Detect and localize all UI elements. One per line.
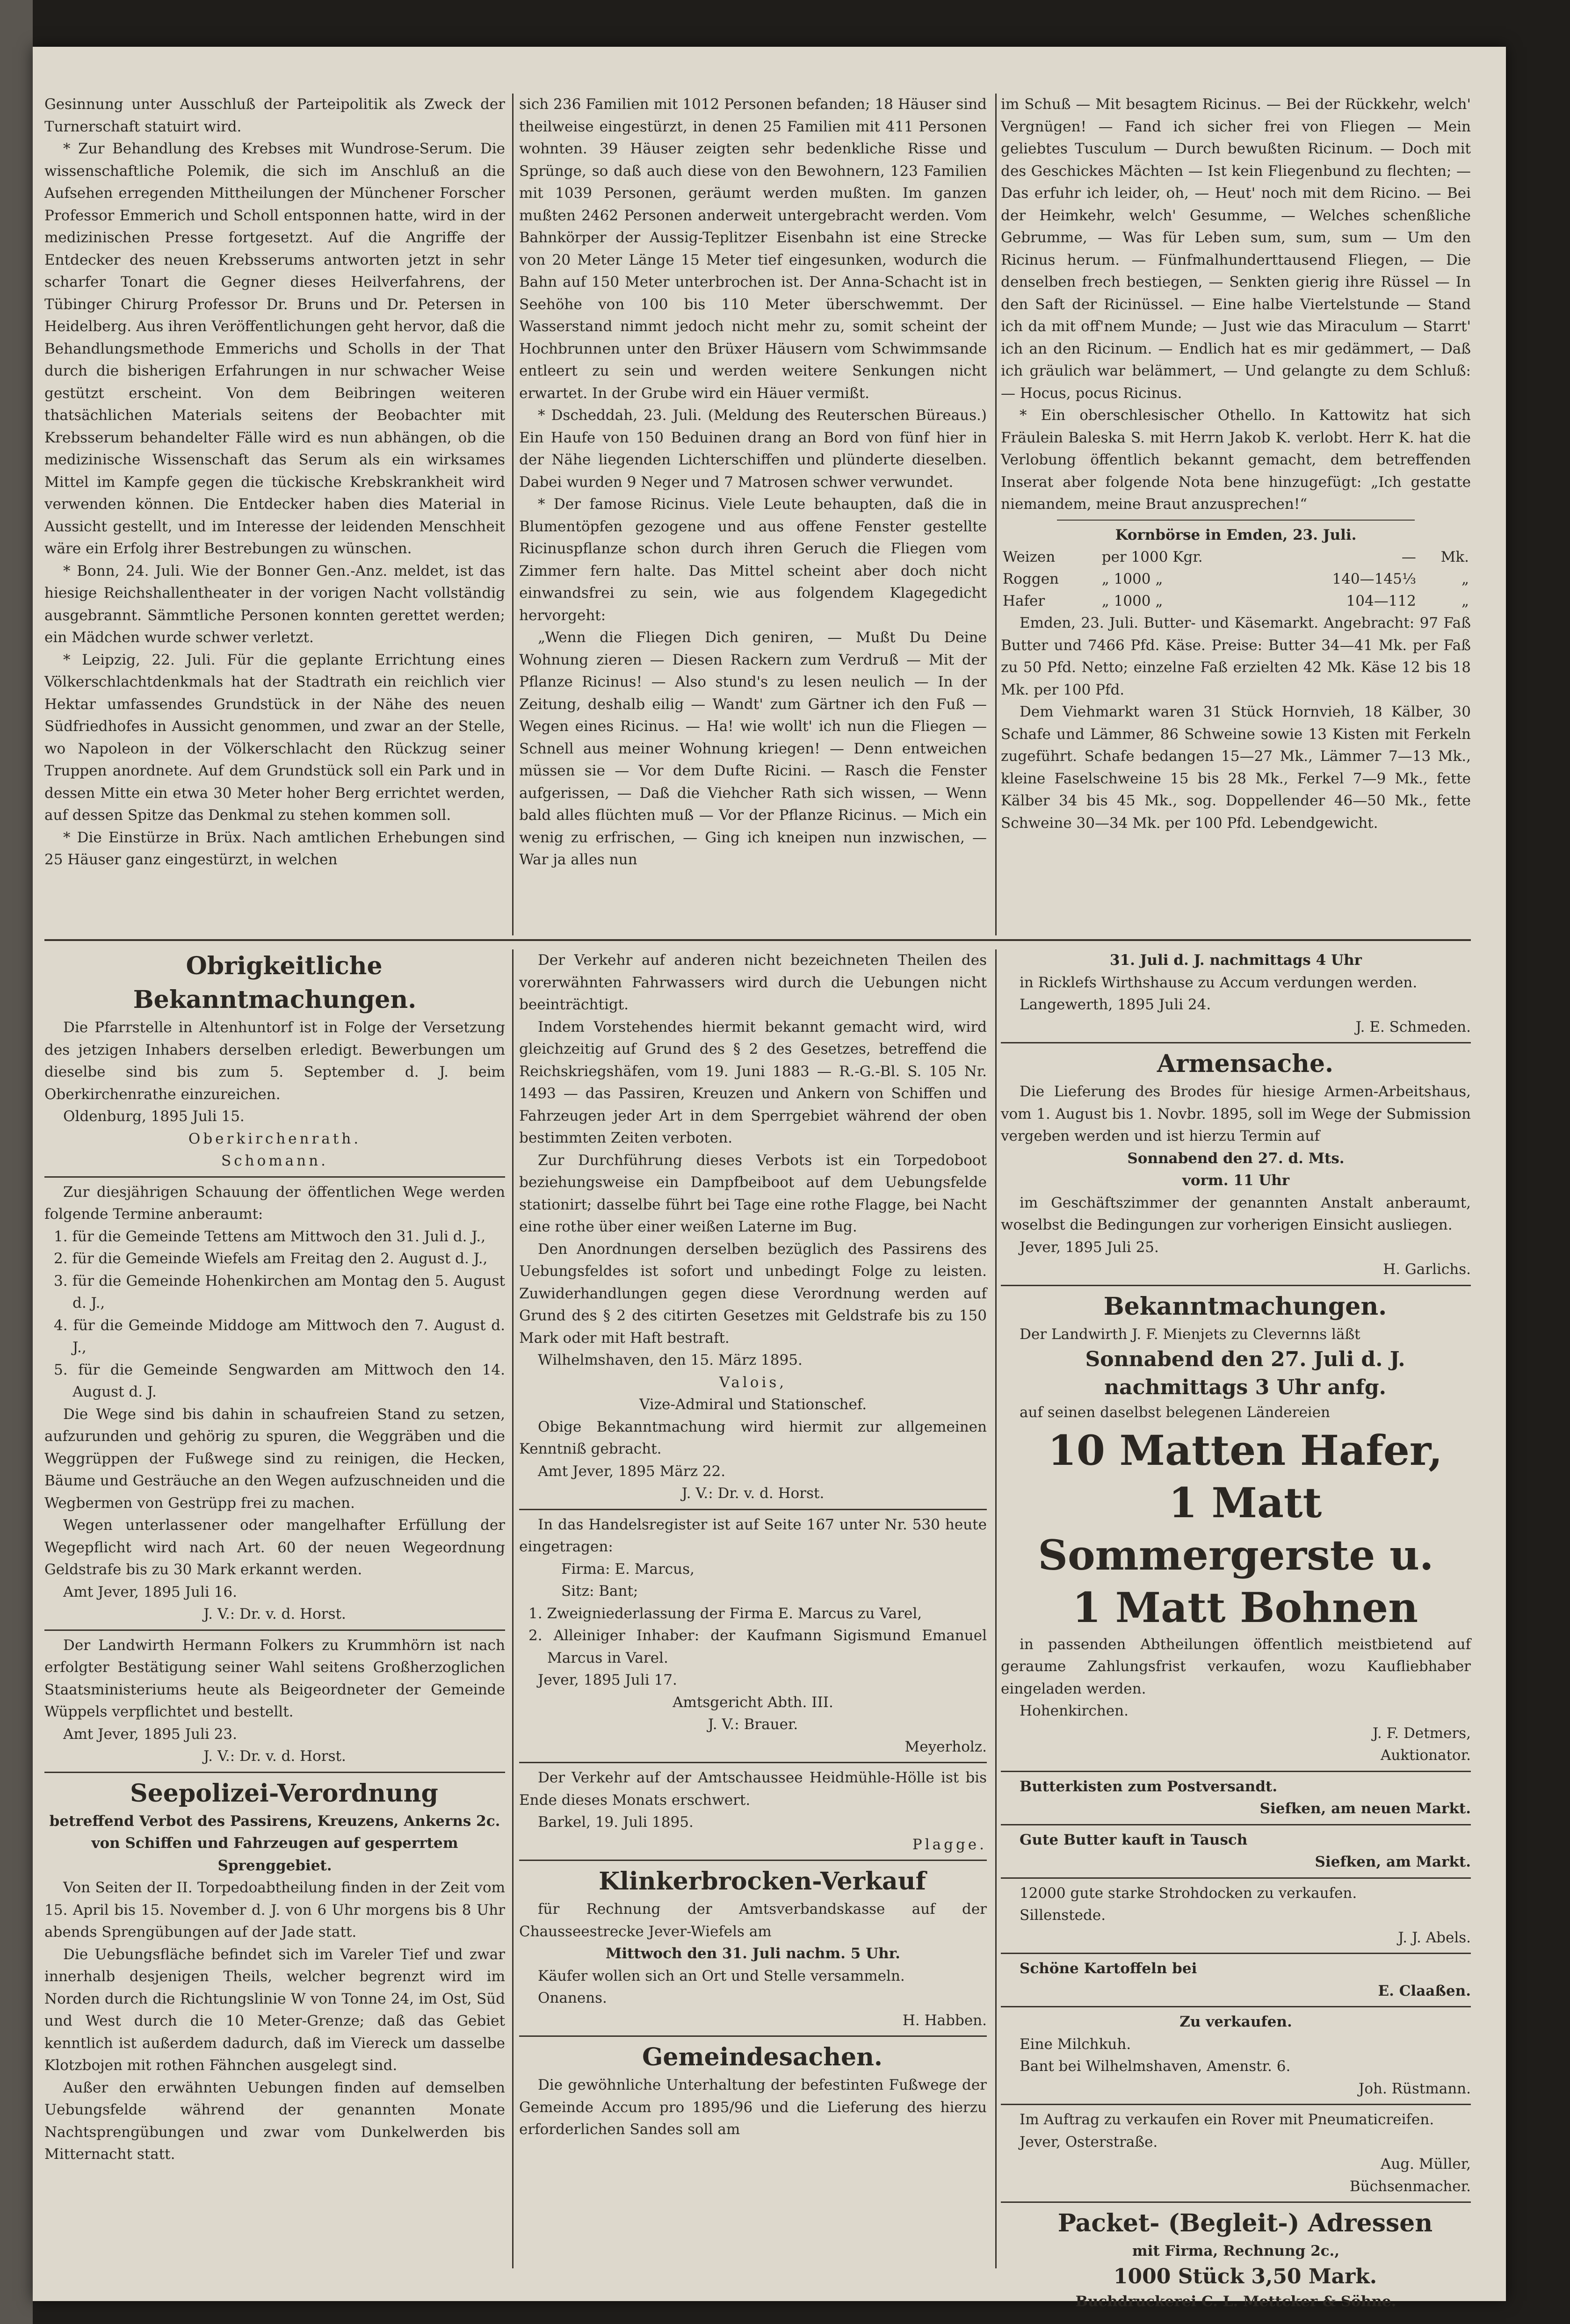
roads-signature: J. V.: Dr. v. d. Horst. (203, 1606, 346, 1622)
amt-notice-date: Amt Jever, 1895 März 22. (538, 1462, 726, 1480)
klinker-text: für Rechnung der Amtsverbandskasse auf der Chausseestrecke Jever-Wiefels am (519, 1901, 987, 1940)
municipal-text: Die gewöhnliche Unterhaltung der befestinten Fußwege der Gemeinde Accum pro 1895/96 und die Lieferung des hierzu erforderlichen Sandes soll am (519, 2077, 987, 2138)
accum-text: in Ricklefs Wirthshause zu Accum verdungen werden. (1020, 974, 1418, 991)
roads-list-item: 5. für die Gemeinde Sengwarden am Mittwoch den 14. August d. J. (54, 1361, 505, 1400)
sea-police-p3: Außer den erwähnten Uebungen finden auf demselben Uebungsfelde während der genannten Monate Nachtsprengübungen und zwar vom Dunkelwerden bis Mitternacht statt. (44, 2079, 505, 2163)
sea-police-signature: Valois, (719, 1374, 787, 1391)
cow-ad-signature: Joh. Rüstmann. (1358, 2080, 1471, 2097)
straw-ad: 12000 gute starke Strohdocken zu verkaufen. (1020, 1884, 1357, 1902)
official-notices-heading: Obrigkeitliche Bekanntmachungen. (133, 952, 417, 1014)
register-firm: Firma: E. Marcus, (561, 1560, 695, 1578)
auction-time: nachmittags 3 Uhr anfg. (1104, 1376, 1386, 1399)
auction-date: Sonnabend den 27. Juli d. J. (1085, 1347, 1405, 1371)
pfarr-signature-name: Schomann. (221, 1152, 328, 1169)
bottom-column-c (1001, 949, 1471, 2310)
column-divider (995, 94, 997, 935)
divider (1057, 520, 1415, 521)
divider (519, 1509, 987, 1510)
klinker-date: Mittwoch den 31. Juli nachm. 5 Uhr. (606, 1945, 900, 1962)
top-column-1 (44, 94, 505, 935)
article-paragraph: * Bonn, 24. Juli. Wie der Bonner Gen.-Anz. meldet, ist das hiesige Reichshallentheater in der vorigen Nacht vollständig ausgebrannt. Sämmtliche Personen konnten gerettet werden; ein Mädchen wurde schwer verletzt. (44, 562, 505, 646)
roads-date: Amt Jever, 1895 Juli 16. (63, 1583, 237, 1600)
auction-text-2: auf seinen daselbst belegenen Ländereien (1020, 1404, 1331, 1421)
market-cell-unit: „ 1000 „ (1101, 571, 1163, 587)
butter-boxes-signature: Siefken, am neuen Markt. (1259, 1800, 1471, 1817)
market-cell-price: — (1401, 549, 1416, 565)
column-divider (995, 949, 997, 2268)
cow-ad-heading: Zu verkaufen. (1179, 2013, 1292, 2030)
straw-ad-signature: J. J. Abels. (1398, 1929, 1471, 1946)
article-paragraph: * Die Einstürze in Brüx. Nach amtlichen Erhebungen sind 25 Häuser ganz eingestürzt, in welchen (44, 829, 505, 868)
register-date: Jever, 1895 Juli 17. (538, 1672, 677, 1688)
straw-ad-place: Sillenstede. (1020, 1907, 1106, 1924)
top-column-2 (519, 94, 987, 935)
poor-relief-date: Sonnabend den 27. d. Mts. (1127, 1150, 1345, 1167)
column-divider (512, 949, 514, 2268)
scan-edge (0, 0, 33, 2324)
auction-text: Der Landwirth J. F. Mienjets zu Clevernns läßt (1020, 1325, 1360, 1343)
market-row (1001, 568, 1471, 590)
sea-police-p1: Von Seiten der II. Torpedoabtheilung finden in der Zeit vom 15. April bis 15. November d. J. von 6 Uhr morgens bis 8 Uhr abends Sprengübungen auf der Jade statt. (44, 1879, 505, 1940)
top-column-3 (1001, 94, 1471, 935)
sea-police-p2: Die Uebungsfläche befindet sich im Vareler Tief und zwar innerhalb desjenigen Theils, welcher begrenzt wird im Norden durch die Richtungslinie W von Tonne 24, im Ost, Süd und West durch die 10 Meter-Grenze; daß das Gebiet kenntlich ist außerdem dadurch, daß im Viereck um dasselbe Klotzbojen mit rothen Fähnchen ausgelegt sind. (44, 1946, 505, 2074)
poor-relief-text: Die Lieferung des Brodes für hiesige Armen-Arbeitshaus, vom 1. August bis 1. Novbr. 1895, soll im Wege der Submission vergeben werden und ist hierzu Termin auf (1001, 1083, 1471, 1144)
cattle-market: Dem Viehmarkt waren 31 Stück Hornvieh, 18 Kälber, 30 Schafe und Lämmer, 86 Schweine sowie 13 Kisten mit Ferkeln zugeführt. Schafe bedangen 15—27 Mk., Lämmer 7—13 Mk., kleine Faselschweine 15 bis 28 Mk., Ferkel 7—9 Mk., fette Kälber 34 bis 45 Mk., sog. Doppellender 46—50 Mk., fette Schweine 30—34 Mk. per 100 Pfd. Lebendgewicht. (1001, 703, 1471, 832)
market-cell-unit: per 1000 Kgr. (1101, 549, 1203, 565)
market-table (1001, 546, 1471, 612)
column-divider (512, 94, 514, 935)
auction-place: Hohenkirchen. (1020, 1702, 1129, 1719)
divider (44, 1176, 505, 1178)
announcements-heading: Bekanntmachungen. (1103, 1292, 1387, 1321)
roads-text-2: Wegen unterlassener oder mangelhafter Erfüllung der Wegepflicht wird nach Art. 60 der neuen Wegeordnung Geldstrafe bis zu 30 Mark erkannt werden. (44, 1517, 505, 1578)
register-intro: In das Handelsregister ist auf Seite 167 unter Nr. 530 heute eingetragen: (519, 1516, 987, 1555)
folkers-notice: Der Landwirth Hermann Folkers zu Krummhörn ist nach erfolgter Bestätigung seiner Wahl seitens Großherzoglichen Staatsministeriums heute als Beigeordneter der Gemeinde Wüppels verpflichtet und bestellt. (44, 1636, 505, 1720)
article-paragraph: im Schuß — Mit besagtem Ricinus. — Bei der Rückkehr, welch' Vergnügen! — Fand ich sicher frei von Fliegen — Mein geliebtes Tusculum — Durch bewußten Ricinum. — Doch mit des Geschickes Mächten — Ist kein Fliegenbund zu flechten; — Das erfuhr ich leider, oh, — Heut' noch mit dem Ricino. — Bei der Heimkehr, welch' Gesumme, — Welches schenßliche Gebrumme, — Was für Leben sum, sum, sum — Um den Ricinus herum. — Fünfmalhunderttausend Fliegen, — Die denselben frech bestiegen, — Senkten gierig ihre Rüssel — In den Saft der Ricinüssel. — Eine halbe Viertelstunde — Stand ich da mit off'nem Munde; — Just wie das Miraculum — Starrt' ich an den Ricinum. — Endlich hat es mir gedämmert, — Daß ich gräulich war belämmert, — Und gelangte zu dem Schluß: — Hocus, pocus Ricinus. (1001, 96, 1471, 402)
roads-list-item: 1. für die Gemeinde Tettens am Mittwoch den 31. Juli d. J., (54, 1228, 486, 1245)
sea-police-p5: Indem Vorstehendes hiermit bekannt gemacht wird, wird gleichzeitig auf Grund des § 2 des Gesetzes, betreffend die Reichskriegshäfen, vom 19. Juni 1883 — R.-G.-Bl. S. 105 Nr. 1493 — das Passiren, Kreuzen und Ankern von Schiffen und Fahrzeugen jeder Art in dem Sperrgebiet während der oben bestimmten Zeiten verboten. (519, 1018, 987, 1146)
cow-ad-text: Eine Milchkuh. (1020, 2035, 1131, 2053)
butter-boxes-ad: Butterkisten zum Postversandt. (1020, 1778, 1278, 1795)
market-row (1001, 546, 1471, 568)
pfarr-notice: Die Pfarrstelle in Altenhuntorf ist in Folge der Versetzung des jetzigen Inhabers derselben erledigt. Bewerbungen um dieselbe sind bis zum 5. September d. J. beim Oberkirchenrathe einzureichen. (44, 1019, 505, 1103)
road-closure-date: Barkel, 19. Juli 1895. (538, 1814, 694, 1831)
register-seat: Sitz: Bant; (561, 1583, 638, 1600)
article-paragraph: * Der famose Ricinus. Viele Leute behaupten, daß die in Blumentöpfen gezogene und aus offene Fenster gestellte Ricinuspflanze schon durch ihren Geruch die Fliegen vom Zimmer fern halte. Das Mittel scheint aber doch nicht einwandsfrei zu sein, wie aus folgendem Klagegedicht hervorgeht: (519, 496, 987, 624)
klinker-signature: H. Habben. (902, 2012, 987, 2029)
divider (1001, 1042, 1471, 1043)
auction-item-beans: 1 Matt Bohnen (1072, 1583, 1418, 1632)
bicycle-ad-signature-title: Büchsenmacher. (1349, 2178, 1471, 2195)
sea-police-p4: Der Verkehr auf anderen nicht bezeichneten Theilen des vorerwähnten Fahrwassers wird durch die Uebungen nicht beeinträchtigt. (519, 952, 987, 1013)
auction-text-3: in passenden Abtheilungen öffentlich meistbietend auf geraume Zahlungsfrist verkaufen, wozu Kaufliebhaber eingeladen werden. (1001, 1636, 1471, 1697)
roads-intro: Zur diesjährigen Schauung der öffentlichen Wege werden folgende Termine anberaumt: (44, 1183, 505, 1223)
roads-text: Die Wege sind bis dahin in schaufreien Stand zu setzen, aufzurunden und gehörig zu spuren, die Weggräben und die Weggrüppen der Fußwege sind zu reinigen, die Hecken, Bäume und Gesträuche an den Wegen aufzuschneiden und die Wegbermen von Gestrüpp frei zu machen. (44, 1405, 505, 1512)
market-cell-price: 104—112 (1346, 593, 1416, 609)
market-cell-item: Weizen (1003, 549, 1056, 565)
divider (1001, 1877, 1471, 1879)
auction-signature: J. F. Detmers, (1372, 1724, 1471, 1742)
register-item-1: 1. Zweigniederlassung der Firma E. Marcus zu Varel, (528, 1605, 922, 1622)
auction-item-oats: 10 Matten Hafer, (1048, 1426, 1443, 1475)
printing-ad-heading: Packet- (Begleit-) Adressen (1057, 2209, 1433, 2237)
klinker-text-2: Käufer wollen sich an Ort und Stelle versammeln. (538, 1967, 905, 1984)
register-court: Amtsgericht Abth. III. (673, 1694, 833, 1711)
bottom-column-a (44, 949, 505, 2268)
divider (1001, 1771, 1471, 1772)
section-rule (44, 939, 1471, 941)
roads-list (44, 1226, 505, 1404)
klinker-heading: Klinkerbrocken-Verkauf (599, 1867, 926, 1896)
sea-police-heading: Seepolizei-Verordnung (130, 1779, 438, 1808)
divider (519, 1860, 987, 1861)
divider (519, 1762, 987, 1763)
klinker-place: Onanens. (538, 1990, 607, 2006)
bottom-column-b (519, 949, 987, 2268)
market-cell-mk: „ (1461, 593, 1469, 609)
sea-police-p7: Den Anordnungen derselben bezüglich des Passirens des Uebungsfeldes ist sofort und unbedingt Folge zu leisten. Zuwiderhandlungen gegen diese Verordnung werden auf Grund des § 2 des citirten Gesetzes mit Geldstrafe bis zu 150 Mark oder mit Haft bestraft. (519, 1240, 987, 1347)
poor-relief-signature: H. Garlichs. (1383, 1261, 1471, 1278)
potatoes-ad-signature: E. Claaßen. (1378, 1982, 1471, 1999)
bicycle-ad-place: Jever, Osterstraße. (1020, 2133, 1158, 2150)
accum-place: Langewerth, 1895 Juli 24. (1020, 996, 1211, 1013)
market-cell-mk: „ (1461, 571, 1469, 587)
article-paragraph: * Zur Behandlung des Krebses mit Wundrose-Serum. Die wissenschaftliche Polemik, die sich im Anschluß an die Aufsehen erregenden Mittheilungen der Münchener Forscher Professor Emmerich und Scholl entsponnen hatte, wird in der medizinischen Presse fortgesetzt. Auf die Angriffe der Entdecker des neuen Krebsserums antworten jetzt in sehr scharfer Tonart die Gegner dieses Heilverfahrens, der Tübinger Chirurg Professor Dr. Bruns und Dr. Petersen in Heidelberg. Aus ihren Veröffentlichungen geht hervor, daß die Behandlungsmethode Emmerichs und Scholls in der That durch die bisherigen Erfahrungen in nur schwacher Weise gestützt erscheint. Von dem Beibringen weiteren thatsächlichen Materials seitens der Beobachter mit Krebsserum behandelter Fälle wird es nun abhängen, ob die medizinische Wissenschaft das Serum als ein wirksames Mittel im Kampfe gegen die tückische Krebskrankheit wird verwenden können. Die Entdecker haben dies Material in Aussicht gestellt, und im Interesse der leidenden Menschheit wäre ein Erfolg ihrer Bestrebungen zu wünschen. (44, 140, 505, 557)
accum-signature: J. E. Schmeden. (1355, 1018, 1471, 1035)
printing-ad-signature: Buchdruckerei C. L. Mettcker & Söhne. (1075, 2293, 1396, 2310)
printing-ad-price: 1000 Stück 3,50 Mark. (1113, 2264, 1377, 2288)
folkers-date: Amt Jever, 1895 Juli 23. (63, 1725, 237, 1743)
market-cell-unit: „ 1000 „ (1101, 593, 1163, 609)
divider (1001, 1824, 1471, 1825)
sea-police-p6: Zur Durchführung dieses Verbots ist ein Torpedoboot beziehungsweise ein Dampfbeiboot auf dem Uebungsfelde stationirt; dasselbe führt bei Tage eine rothe Flagge, bei Nacht eine rothe über einer weißen Laterne im Bug. (519, 1151, 987, 1235)
roads-list-item: 3. für die Gemeinde Hohenkirchen am Montag den 5. August d. J., (54, 1272, 505, 1311)
amt-notice-signature: J. V.: Dr. v. d. Horst. (681, 1485, 825, 1502)
market-cell-item: Roggen (1003, 571, 1059, 587)
divider (1001, 1953, 1471, 1954)
poor-relief-time: vorm. 11 Uhr (1182, 1172, 1290, 1189)
article-paragraph: „Wenn die Fliegen Dich geniren, — Mußt Du Deine Wohnung zieren — Diesen Rackern zum Verdruß — Mit der Pflanze Ricinus! — Also stund's zu lesen neulich — In der Zeitung, deshalb eilig — Wandt' zum Gärtner ich den Fuß — Wegen eines Ricinus. — Ha! wie wollt' ich nun die Fliegen — Schnell aus meiner Wohnung kriegen! — Denn entweichen müssen sie — Vor dem Dufte Ricini. — Rasch die Fenster aufgerissen, — Daß die Viehcher Rath sich wissen, — Wenn bald alles flüchten muß — Vor der Pflanze Ricinus. — Mich ein wenig zu erfrischen, — Ging ich kneipen nun inzwischen, — War ja alles nun (519, 629, 987, 868)
divider (1001, 1285, 1471, 1286)
article-paragraph: Gesinnung unter Ausschluß der Parteipolitik als Zweck der Turnerschaft statuirt wird. (44, 96, 505, 135)
bicycle-ad-signature: Aug. Müller, (1380, 2156, 1471, 2172)
auction-item-barley: 1 Matt Sommergerste u. (1038, 1478, 1434, 1579)
register-signature-2: Meyerholz. (904, 1738, 987, 1755)
road-closure-signature: Plagge. (912, 1836, 987, 1853)
road-closure-notice: Der Verkehr auf der Amtschaussee Heidmühle-Hölle ist bis Ende dieses Monats erschwert. (519, 1769, 987, 1809)
market-cell-price: 140—145⅓ (1332, 571, 1416, 587)
register-signature: J. V.: Brauer. (708, 1716, 798, 1733)
sea-police-subtitle: betreffend Verbot des Passirens, Kreuzens, Ankerns 2c. von Schiffen und Fahrzeugen auf gesperrtem Sprenggebiet. (49, 1812, 500, 1874)
register-item-2: 2. Alleiniger Inhaber: der Kaufmann Sigismund Emanuel Marcus in Varel. (528, 1627, 987, 1666)
market-cell-item: Hafer (1003, 593, 1045, 609)
sea-police-date: Wilhelmshaven, den 15. März 1895. (538, 1352, 803, 1368)
cow-ad-address: Bant bei Wilhelmshaven, Amenstr. 6. (1020, 2058, 1291, 2075)
divider (519, 2035, 987, 2037)
poor-relief-text-2: im Geschäftszimmer der genannten Anstalt anberaumt, woselbst die Bedingungen zur vorherigen Einsicht ausliegen. (1001, 1194, 1471, 1233)
article-paragraph: * Leipzig, 22. Juli. Für die geplante Errichtung eines Völkerschlachtdenkmals hat der Stadtrath ein reichlich vier Hektar umfassendes Grundstück in der Nähe des neuen Südfriedhofes in Aussicht genommen, und zwar an der Stelle, wo Napoleon in der Völkerschlacht den Rückzug seiner Truppen anordnete. Auf dem Grundstück soll ein Park und in dessen Mitte ein etwa 30 Meter hoher Berg errichtet werden, auf dessen Spitze das Denkmal zu stehen kommen soll. (44, 651, 505, 824)
poor-relief-place: Jever, 1895 Juli 25. (1020, 1238, 1159, 1256)
butter-market: Emden, 23. Juli. Butter- und Käsemarkt. Angebracht: 97 Faß Butter und 7466 Pfd. Käse. Preise: Butter 34—41 Mk. per Faß zu 50 Pfd. Netto; einzelne Faß erzielten 42 Mk. Käse 12 bis 18 Mk. per 100 Pfd. (1001, 615, 1471, 698)
market-row (1001, 590, 1471, 612)
roads-list-item: 2. für die Gemeinde Wiefels am Freitag den 2. August d. J., (54, 1250, 488, 1267)
divider (1001, 2104, 1471, 2105)
butter-ad-signature: Siefken, am Markt. (1315, 1853, 1471, 1870)
butter-ad: Gute Butter kauft in Tausch (1020, 1831, 1248, 1848)
bicycle-ad: Im Auftrag zu verkaufen ein Rover mit Pneumaticreifen. (1020, 2111, 1434, 2128)
pfarr-date: Oldenburg, 1895 Juli 15. (63, 1108, 245, 1125)
municipal-heading: Gemeindesachen. (642, 2043, 883, 2071)
potatoes-ad: Schöne Kartoffeln bei (1020, 1960, 1197, 1977)
divider (44, 1772, 505, 1773)
amt-notice: Obige Bekanntmachung wird hiermit zur allgemeinen Kenntniß gebracht. (519, 1418, 987, 1457)
article-paragraph: * Ein oberschlesischer Othello. In Kattowitz hat sich Fräulein Baleska S. mit Herrn Jakob K. verlobt. Herr K. hat die Verlobung öffentlich bekannt gemacht, dem betreffenden Inserat aber folgende Nota bene hinzugefügt: „Ich gestatte niemandem, meine Braut anzusprechen!“ (1001, 407, 1471, 513)
poor-relief-heading: Armensache. (1157, 1050, 1334, 1078)
article-paragraph: sich 236 Familien mit 1012 Personen befanden; 18 Häuser sind theilweise eingestürzt, in denen 25 Familien mit 411 Personen wohnten. 39 Häuser zeigten sehr bedenkliche Risse und Sprünge, so daß auch diese von den Bewohnern, 123 Familien mit 1039 Personen, geräumt werden mußten. Im ganzen mußten 2462 Personen anderweit untergebracht werden. Vom Bahnkörper der Aussig-Teplitzer Eisenbahn ist eine Strecke von 20 Meter Länge 15 Meter tief eingesunken, wodurch die Bahn auf 150 Meter unterbrochen ist. Der Anna-Schacht ist in Seehöhe von 100 bis 110 Meter überschwemmt. Der Wasserstand nimmt jedoch nicht mehr zu, somit scheint der Hochbrunnen unter den Brüxer Häusern vom Schwimmsande entleert zu sein und werden weitere Senkungen nicht erwartet. In der Grube wird ein Häuer vermißt. (519, 96, 987, 402)
auction-signature-title: Auktionator. (1380, 1747, 1471, 1764)
market-heading: Kornbörse in Emden, 23. Juli. (1115, 526, 1357, 543)
folkers-signature: J. V.: Dr. v. d. Horst. (203, 1748, 346, 1765)
accum-date: 31. Juli d. J. nachmittags 4 Uhr (1110, 952, 1362, 969)
divider (44, 1629, 505, 1631)
roads-list-item: 4. für die Gemeinde Middoge am Mittwoch den 7. August d. J., (54, 1317, 505, 1356)
divider (1001, 2201, 1471, 2203)
printing-ad-subtitle: mit Firma, Rechnung 2c., (1132, 2243, 1340, 2259)
divider (1001, 2006, 1471, 2007)
article-paragraph: * Dscheddah, 23. Juli. (Meldung des Reuterschen Büreaus.) Ein Haufe von 150 Beduinen drang an Bord von fünf hier in der Nähe liegenden Lichterschiffen und plünderte dieselben. Dabei wurden 9 Neger und 7 Matrosen schwer verwundet. (519, 407, 987, 491)
market-cell-mk: Mk. (1440, 549, 1469, 565)
pfarr-signature: Oberkirchenrath. (188, 1130, 362, 1147)
sea-police-signature-title: Vize-Admiral und Stationschef. (639, 1396, 867, 1413)
